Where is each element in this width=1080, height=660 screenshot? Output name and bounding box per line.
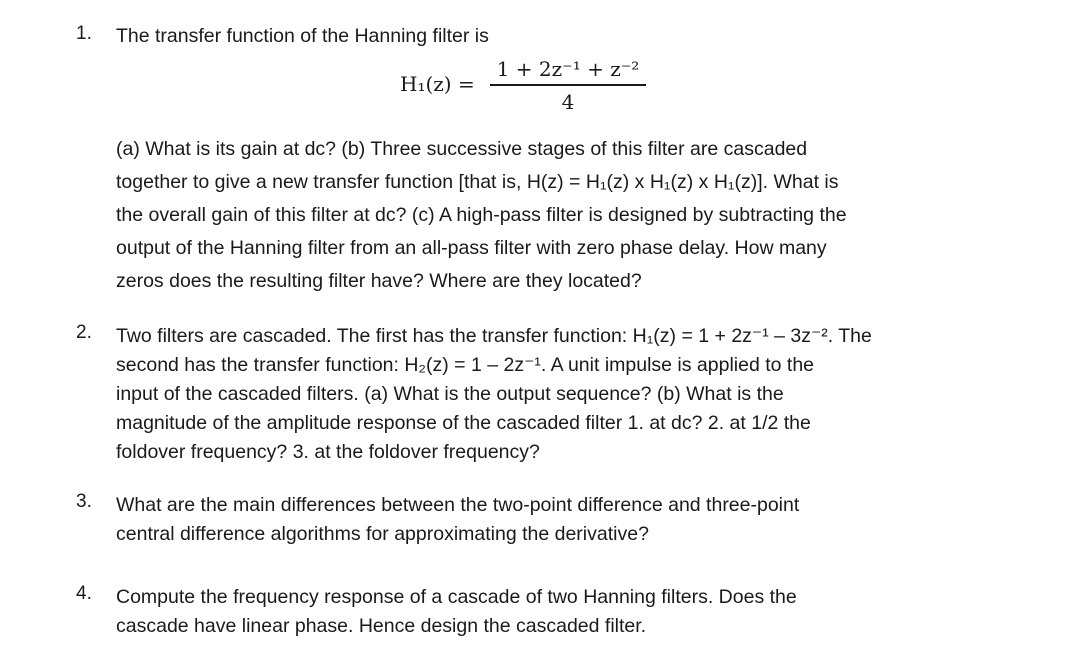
equation-lhs: H₁(z) = bbox=[400, 72, 475, 96]
text-line: magnitude of the amplitude response of the cascaded filter 1. at dc? 2. at 1/2 the bbox=[116, 412, 811, 434]
equation-denominator: 4 bbox=[561, 89, 575, 114]
question-lead: The transfer function of the Hanning filter is bbox=[116, 25, 489, 47]
question-2-text bbox=[116, 322, 936, 467]
text-line: zeros does the resulting filter have? Where are they located? bbox=[116, 270, 642, 292]
text-line: cascade have linear phase. Hence design the cascaded filter. bbox=[116, 615, 647, 637]
question-number: 1. bbox=[76, 23, 92, 44]
text-line: Compute the frequency response of a cascade of two Hanning filters. Does the bbox=[116, 586, 797, 608]
question-number: 3. bbox=[76, 491, 92, 512]
text-line: central difference algorithms for approximating the derivative? bbox=[116, 523, 649, 545]
equation-numerator: 1 + 2z⁻¹ + z⁻² bbox=[496, 57, 640, 81]
question-1-lead bbox=[116, 23, 936, 49]
question-number: 4. bbox=[76, 583, 92, 604]
text-line: the overall gain of this filter at dc? (c) A high-pass filter is designed by subtracting the bbox=[116, 204, 847, 226]
question-1 bbox=[76, 23, 936, 49]
question-2 bbox=[76, 322, 936, 467]
question-4 bbox=[76, 583, 936, 641]
question-4-text bbox=[116, 583, 936, 641]
text-line: second has the transfer function: H₂(z) = 1 – 2z⁻¹. A unit impulse is applied to the bbox=[116, 354, 815, 376]
text-line: output of the Hanning filter from an all-pass filter with zero phase delay. How many bbox=[116, 237, 827, 259]
fraction-bar bbox=[490, 84, 646, 86]
equation-fraction bbox=[490, 56, 646, 114]
question-1-parts bbox=[76, 133, 936, 298]
text-line: (a) What is its gain at dc? (b) Three successive stages of this filter are cascaded bbox=[116, 138, 808, 160]
text-line: foldover frequency? 3. at the foldover frequency? bbox=[116, 441, 540, 463]
question-3 bbox=[76, 491, 936, 549]
text-line: Two filters are cascaded. The first has the transfer function: H₁(z) = 1 + 2z⁻¹ – 3z⁻². The bbox=[116, 325, 872, 347]
text-line: What are the main differences between the two-point difference and three-point bbox=[116, 494, 800, 516]
question-number: 2. bbox=[76, 322, 92, 343]
text-line: together to give a new transfer function [that is, H(z) = H₁(z) x H₁(z) x H₁(z)]. What is bbox=[116, 171, 839, 193]
question-1-text bbox=[116, 133, 936, 298]
question-3-text bbox=[116, 491, 936, 549]
text-line: input of the cascaded filters. (a) What is the output sequence? (b) What is the bbox=[116, 383, 784, 405]
